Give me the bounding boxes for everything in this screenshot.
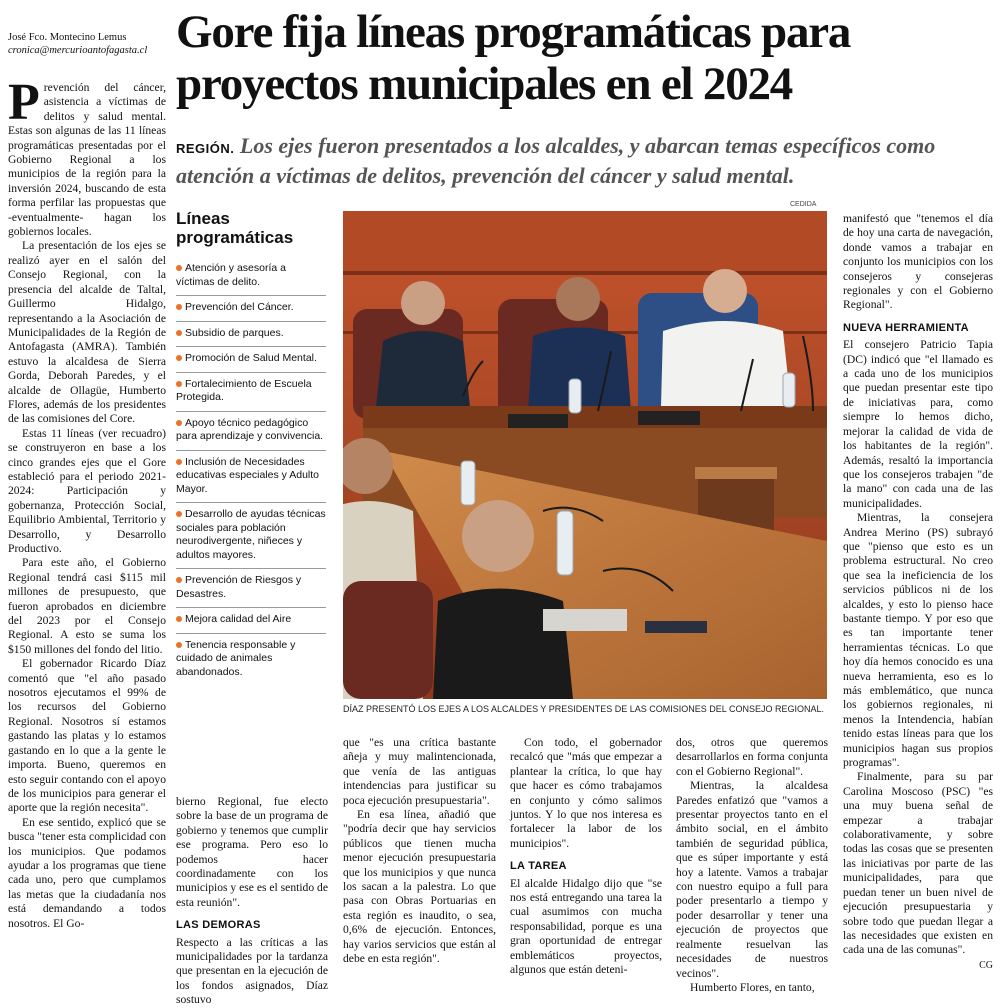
box-list-item-text: Prevención de Riesgos y Desastres.	[176, 574, 302, 600]
box-list-item-text: Desarrollo de ayudas técnicas sociales para población neurodivergente, niñeces y adultos mayores.	[176, 508, 326, 561]
box-list-item	[176, 634, 326, 686]
author-email[interactable]: cronica@mercurioantofagasta.cl	[8, 45, 148, 56]
subhead-las-demoras: LAS DEMORAS	[176, 919, 261, 932]
byline	[8, 31, 168, 57]
bullet-icon	[176, 330, 182, 336]
col2-paragraph: bierno Regional, fue electo sobre la base de un programa de gobierno y tenemos que cumplir ese programa. Pero eso lo podemos hacer coordinadamente con los municipios y ese es el sentido de esta reunión".	[176, 795, 328, 909]
box-title: Líneas programáticas	[176, 209, 294, 247]
box-list-item-text: Mejora calidad del Aire	[185, 613, 292, 625]
col1-paragraph: El gobernador Ricardo Díaz comentó que "el año pasado nosotros ejecutamos el 99% de los recursos del Gobierno Regional. Nosotros sí estamos gastando las platas y lo estamos gastando en lo que a la gente le importa. Bueno, queremos en esto seguir contando con el apoyo de los municipios para generar el aporte que la región necesita".	[8, 657, 166, 815]
lead-paragraph	[176, 132, 976, 189]
article-column-5	[676, 736, 828, 995]
box-list-item	[176, 503, 326, 569]
box-list-item	[176, 608, 326, 634]
box-list-item-text: Tenencia responsable y cuidado de animales abandonados.	[176, 638, 296, 678]
bullet-icon	[176, 616, 182, 622]
col1-paragraph: Estas 11 líneas (ver recuadro) se construyeron en base a los cinco grandes ejes que el Gore estableció para el periodo 2021-2024: Participación y gobernanza, Protección Social, Equilibrio Ambiental, Territorio y Desarrollo, y Desarrollo Productivo.	[8, 426, 166, 555]
box-list-item-text: Promoción de Salud Mental.	[185, 352, 317, 364]
col4-paragraph: Con todo, el gobernador recalcó que "más que empezar a plantear la crítica, lo que hay que hacer es cómo trabajamos en conjunto y cómo salimos juntos. Y lo que nos interesa es fortalecer la labor de los municipios".	[510, 736, 662, 850]
box-list-item-text: Atención y asesoría a víctimas de delito.	[176, 262, 286, 288]
col3-paragraph: En esa línea, añadió que "podría decir que hay servicios públicos que tienen mucha menor ejecución presupuestaria que los municipios y que nunca los sacan a la palestra. Lo que pasa con Obras Portuarias en esta región es inaudito, o sea, 0,6% de ejecución. Entonces, hay varios servicios que están al debe en esta región".	[343, 808, 496, 966]
headline: Gore fija líneas programáticas para proyectos municipales en el 2024	[176, 6, 851, 110]
bullet-icon	[176, 265, 182, 271]
col1-paragraph: revención del cáncer, asistencia a víctimas de delitos y salud mental. Estas son algunas de las 11 líneas programáticas presentadas por el Gobierno Regional a los municipios de la región para la inversión 2024, buscando de esta forma perfilar las propuestas que -eventualmente- hagan los gobiernos locales.	[8, 81, 166, 239]
box-list-item-text: Fortalecimiento de Escuela Protegida.	[176, 377, 312, 403]
box-list	[176, 257, 326, 685]
bullet-icon	[176, 642, 182, 648]
article-column-4	[510, 736, 662, 978]
bullet-icon	[176, 577, 182, 583]
article-column-6	[843, 212, 993, 973]
box-list-item-text: Inclusión de Necesidades educativas especiales y Adulto Mayor.	[176, 455, 320, 495]
col1-paragraph: Para este año, el Gobierno Regional tendrá casi $115 mil millones de presupuesto, que fueron aprobados en diciembre del 2023 por el Consejo Regional. A esto se suma los $150 millones del fondo del litio.	[8, 556, 166, 656]
col6-paragraph: Mientras, la consejera Andrea Merino (PS) subrayó que "pienso que esto es un problema estructural. No creo que sea la ineficiencia de los servicios públicos ni de los alcaldes, y esto lo pienso hace bastante tiempo. Y por eso que es tan importante tener herramientas técnicas. Lo que hoy día hemos conocido es una nueva herramienta, eso es lo más emblemático, que nunca los gobiernos regionales, ni menos la Intendencia, habían tenido estas líneas para que los municipios hagan sus propios programas".	[843, 511, 993, 770]
box-list-item	[176, 257, 326, 296]
article-column-1	[8, 74, 166, 931]
col6-paragraph: El consejero Patricio Tapia (DC) indicó que "el llamado es a cada uno de los municipios que puedan presentar este tipo de iniciativas para, como siempre lo hemos dicho, mejorar la calidad de vida de los habitantes de la región". Además, resaltó la importancia que los consejeros trabajen "de la mano" con cada una de las municipalidades.	[843, 338, 993, 510]
meeting-photo-illustration	[343, 211, 827, 699]
photo-caption: DÍAZ PRESENTÓ LOS EJES A LOS ALCALDES Y PRESIDENTES DE LAS COMISIONES DEL CONSEJO REGIONAL.	[343, 704, 824, 714]
box-list-item	[176, 569, 326, 608]
box-list-item	[176, 451, 326, 504]
box-list-item-text: Subsidio de parques.	[185, 326, 284, 339]
col2-paragraph: Respecto a las críticas a las municipalidades por la tardanza que presentan en la ejecución de los fondos asignados, Díaz sostuvo	[176, 935, 328, 1007]
lead-text: Los ejes fueron presentados a los alcaldes, y abarcan temas específicos como atención a víctimas de delitos, prevención del cáncer y salud mental.	[176, 133, 936, 188]
meeting-photo	[343, 211, 827, 699]
article-column-3	[343, 736, 496, 967]
col3-paragraph: que "es una crítica bastante añeja y muy malintencionada, que venía de las antiguas intendencias para justificar su poca ejecución presupuestaria".	[343, 736, 496, 807]
col5-paragraph: dos, otros que queremos desarrollarlos en forma conjunta con el Gobierno Regional".	[676, 736, 828, 778]
box-list-item	[176, 296, 326, 322]
col4-paragraph: El alcalde Hidalgo dijo que "se nos está entregando una tarea la cual asumimos con mucha responsabilidad, porque es una gran oportunidad de entregar emblemáticos proyectos, algunos que están deteni-	[510, 876, 662, 977]
bullet-icon	[176, 381, 182, 387]
subhead-nueva-herramienta: NUEVA HERRAMIENTA	[843, 321, 969, 334]
box-list-item-text: Apoyo técnico pedagógico para aprendizaje y convivencia.	[176, 416, 324, 442]
col6-paragraph: manifestó que "tenemos el día de hoy una carta de navegación, donde vamos a trabajar en conjunto los municipios con los consejeros y consejeras regionales y con el Gobierno Regional".	[843, 212, 993, 312]
col1-paragraph: La presentación de los ejes se realizó ayer en el salón del Consejo Regional, con la presencia del alcalde de Taltal, Guillermo Hidalgo, representando a la Asociación de Municipalidades de la Región de Antofagasta (AMRA). También estuvo la alcaldesa de Sierra Gorda, Deborah Paredes, y el alcalde de Ollagüe, Humberto Flores, además de los presidentes de las comisiones del Core.	[8, 239, 166, 426]
bullet-icon	[176, 459, 182, 465]
bullet-icon	[176, 420, 182, 426]
article-column-2	[176, 795, 328, 1008]
box-list-item	[176, 373, 326, 412]
col6-paragraph: Finalmente, para su par Carolina Moscoso (PSC) "es una muy buena señal de empezar a trabajar colaborativamente, y sobre todas las cosas que se presenten las iniciativas por parte de las municipalidades, para que puedan tener un buen nivel de ejecución presupuestaria y sobre todo que puedan llegar a las necesidades que existen en cada una de las comunas".	[843, 770, 993, 957]
col5-paragraph: Humberto Flores, en tanto,	[690, 980, 815, 994]
box-list-item	[176, 322, 326, 348]
box-list-item	[176, 412, 326, 451]
photo-credit: CEDIDA	[790, 201, 817, 208]
programmatic-lines-box	[176, 209, 326, 685]
col1-paragraph: En ese sentido, explicó que se busca "tener esta complicidad con los municipios. Que podamos ayudar a los programas que tiene cada uno, pero que cumplamos las metas que la ciudadanía nos está demandando a todos nosotros. El Go-	[8, 815, 166, 930]
col5-paragraph: Mientras, la alcaldesa Paredes enfatizó que "vamos a presentar proyectos tanto en el ámbito social, en el ámbito también de seguridad pública, que es súper importante y está hoy a latente. Vamos a trabajar con nuestro equipo a full para poder presentarlo a tiempo y poder desarrollar y tener una ejecución de proyectos que realmente resuelvan las necesidades de nuestros vecinos".	[676, 779, 828, 980]
drop-cap: P	[8, 74, 40, 131]
subhead-la-tarea: LA TAREA	[510, 860, 567, 873]
bullet-icon	[176, 511, 182, 517]
author-name: José Fco. Montecino Lemus	[8, 32, 127, 43]
box-list-item-text: Prevención del Cáncer.	[185, 301, 294, 313]
bullet-icon	[176, 304, 182, 310]
bullet-icon	[176, 355, 182, 361]
box-list-item	[176, 347, 326, 373]
lead-kicker: REGIÓN.	[176, 141, 235, 156]
end-mark: CG	[979, 959, 993, 971]
